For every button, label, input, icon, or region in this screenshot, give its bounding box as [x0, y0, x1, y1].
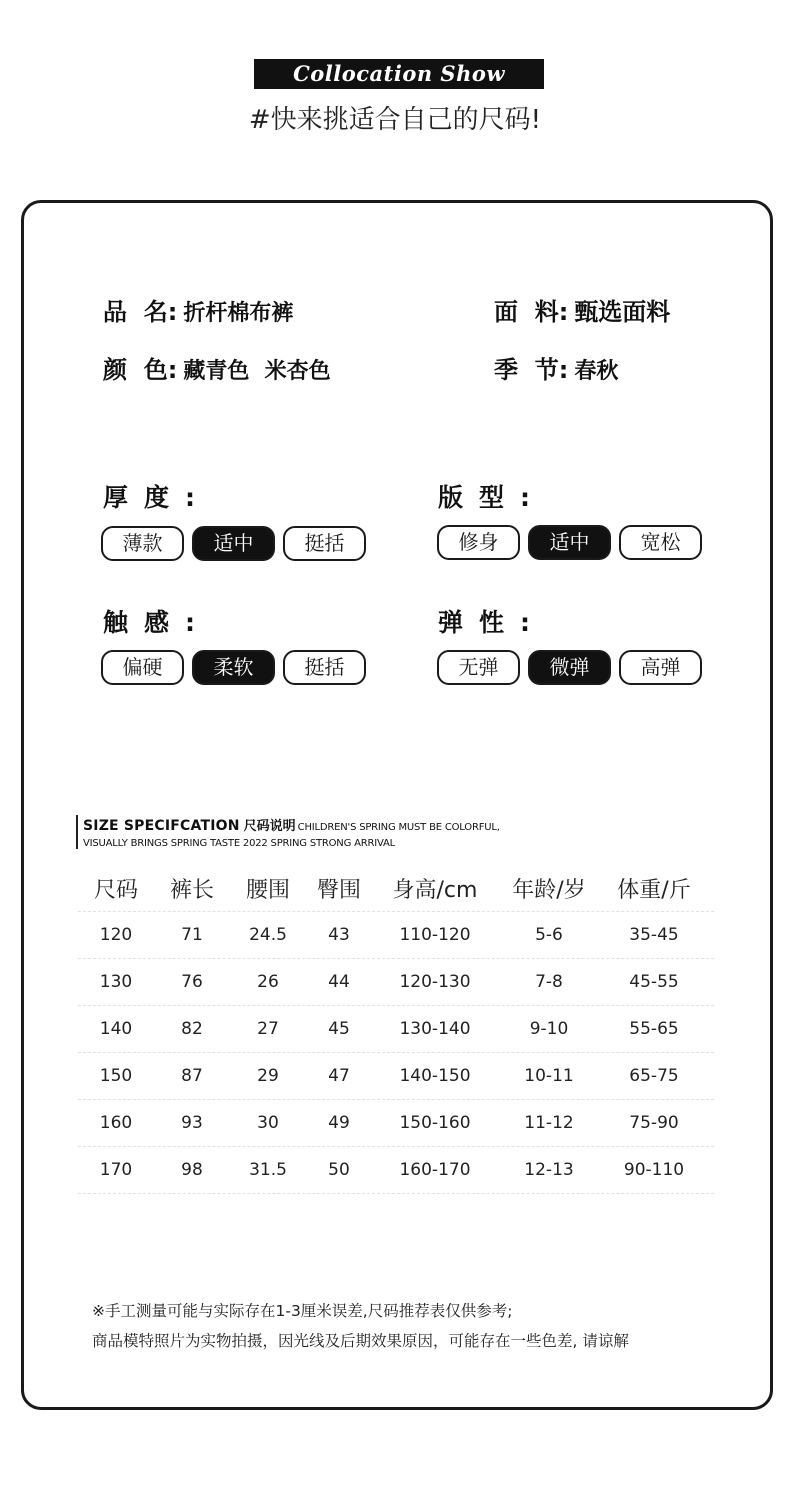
table-cell: 150	[99, 1066, 133, 1086]
table-cell: 120-130	[399, 972, 471, 992]
table-cell: 93	[181, 1113, 203, 1133]
size-spec-tagline: CHILDREN'S SPRING MUST BE COLORFUL,	[297, 822, 500, 833]
color-row	[103, 350, 331, 385]
product-name-row	[103, 292, 293, 327]
color-value: 藏青色 米杏色	[183, 359, 331, 384]
table-row	[78, 912, 714, 959]
fit-option-selected: 适中	[528, 525, 611, 560]
table-cell: 9-10	[529, 1019, 569, 1039]
table-cell: 12-13	[524, 1160, 574, 1180]
table-cell: 87	[181, 1066, 203, 1086]
table-cell: 82	[181, 1019, 203, 1039]
column-header: 臀围	[316, 878, 361, 903]
fit-option: 修身	[437, 525, 520, 560]
table-cell: 55-65	[629, 1019, 679, 1039]
product-name-label: 品 名:	[103, 298, 178, 326]
table-cell: 35-45	[629, 925, 679, 945]
table-cell: 140	[99, 1019, 133, 1039]
table-cell: 120	[99, 925, 133, 945]
column-header: 裤长	[169, 878, 214, 903]
table-cell: 5-6	[535, 925, 563, 945]
column-header: 体重/斤	[617, 878, 691, 903]
fit-option: 宽松	[619, 525, 702, 560]
table-cell: 43	[328, 925, 350, 945]
season-value: 春秋	[574, 359, 619, 384]
table-cell: 47	[328, 1066, 350, 1086]
table-cell: 26	[257, 972, 279, 992]
thickness-label: 厚度:	[103, 483, 211, 512]
column-header: 腰围	[245, 878, 290, 903]
table-cell: 11-12	[524, 1113, 574, 1133]
size-table	[78, 866, 714, 1194]
table-cell: 130	[99, 972, 133, 992]
column-header: 尺码	[93, 878, 138, 903]
table-cell: 30	[257, 1113, 279, 1133]
product-name-value: 折杆棉布裤	[183, 301, 294, 326]
table-cell: 24.5	[249, 925, 287, 945]
elasticity-option-selected: 微弹	[528, 650, 611, 685]
table-cell: 45	[328, 1019, 350, 1039]
table-cell: 27	[257, 1019, 279, 1039]
table-row	[78, 959, 714, 1006]
table-cell: 75-90	[629, 1113, 679, 1133]
table-row	[78, 1006, 714, 1053]
table-cell: 7-8	[535, 972, 563, 992]
table-cell: 49	[328, 1113, 350, 1133]
size-spec-subline: VISUALLY BRINGS SPRING TASTE 2022 SPRING STRONG ARRIVAL	[83, 838, 396, 849]
measurement-note: ※手工测量可能与实际存在1-3厘米误差,尺码推荐表仅供参考;	[92, 1302, 513, 1320]
table-row	[78, 1100, 714, 1147]
size-spec-title: SIZE SPECIFCATION	[83, 818, 240, 834]
feel-options	[101, 650, 366, 685]
table-cell: 10-11	[524, 1066, 574, 1086]
thickness-options	[101, 526, 366, 561]
feel-label: 触感:	[103, 608, 211, 637]
season-row	[494, 350, 618, 385]
table-cell: 170	[99, 1160, 133, 1180]
feel-option-selected: 柔软	[192, 650, 275, 685]
season-label: 季 节:	[494, 356, 569, 384]
table-row	[78, 1053, 714, 1100]
table-cell: 29	[257, 1066, 279, 1086]
column-header: 年龄/岁	[512, 878, 586, 903]
elasticity-options	[437, 650, 702, 685]
table-row	[78, 1147, 714, 1194]
table-cell: 76	[181, 972, 203, 992]
size-spec-title-cn: 尺码说明	[243, 819, 296, 834]
page-subtitle: #快来挑适合自己的尺码!	[248, 105, 542, 135]
thickness-option-selected: 适中	[192, 526, 275, 561]
table-cell: 65-75	[629, 1066, 679, 1086]
collocation-show-banner: Collocation Show	[254, 59, 544, 89]
table-cell: 130-140	[399, 1019, 471, 1039]
fit-options	[437, 525, 702, 560]
fabric-value: 甄选面料	[574, 298, 671, 326]
table-header-row	[78, 866, 714, 912]
table-cell: 71	[181, 925, 203, 945]
elasticity-label: 弹性:	[438, 608, 546, 637]
color-label: 颜 色:	[103, 356, 178, 384]
table-cell: 98	[181, 1160, 203, 1180]
elasticity-option: 高弹	[619, 650, 702, 685]
fit-label: 版型:	[438, 483, 546, 512]
fabric-label: 面 料:	[494, 298, 569, 326]
table-cell: 150-160	[399, 1113, 471, 1133]
thickness-option: 薄款	[101, 526, 184, 561]
table-cell: 90-110	[623, 1160, 685, 1180]
table-cell: 31.5	[249, 1160, 287, 1180]
table-cell: 45-55	[629, 972, 679, 992]
table-cell: 50	[328, 1160, 350, 1180]
size-spec-header	[76, 815, 500, 849]
table-cell: 160-170	[399, 1160, 471, 1180]
color-difference-note: 商品模特照片为实物拍摄，因光线及后期效果原因，可能存在一些色差, 请谅解	[92, 1332, 629, 1350]
feel-option: 挺括	[283, 650, 366, 685]
fabric-row	[494, 292, 670, 327]
elasticity-option: 无弹	[437, 650, 520, 685]
thickness-option: 挺括	[283, 526, 366, 561]
table-cell: 44	[328, 972, 350, 992]
column-header: 身高/cm	[392, 878, 478, 903]
table-cell: 140-150	[399, 1066, 471, 1086]
table-cell: 110-120	[399, 925, 471, 945]
table-cell: 160	[99, 1113, 133, 1133]
feel-option: 偏硬	[101, 650, 184, 685]
